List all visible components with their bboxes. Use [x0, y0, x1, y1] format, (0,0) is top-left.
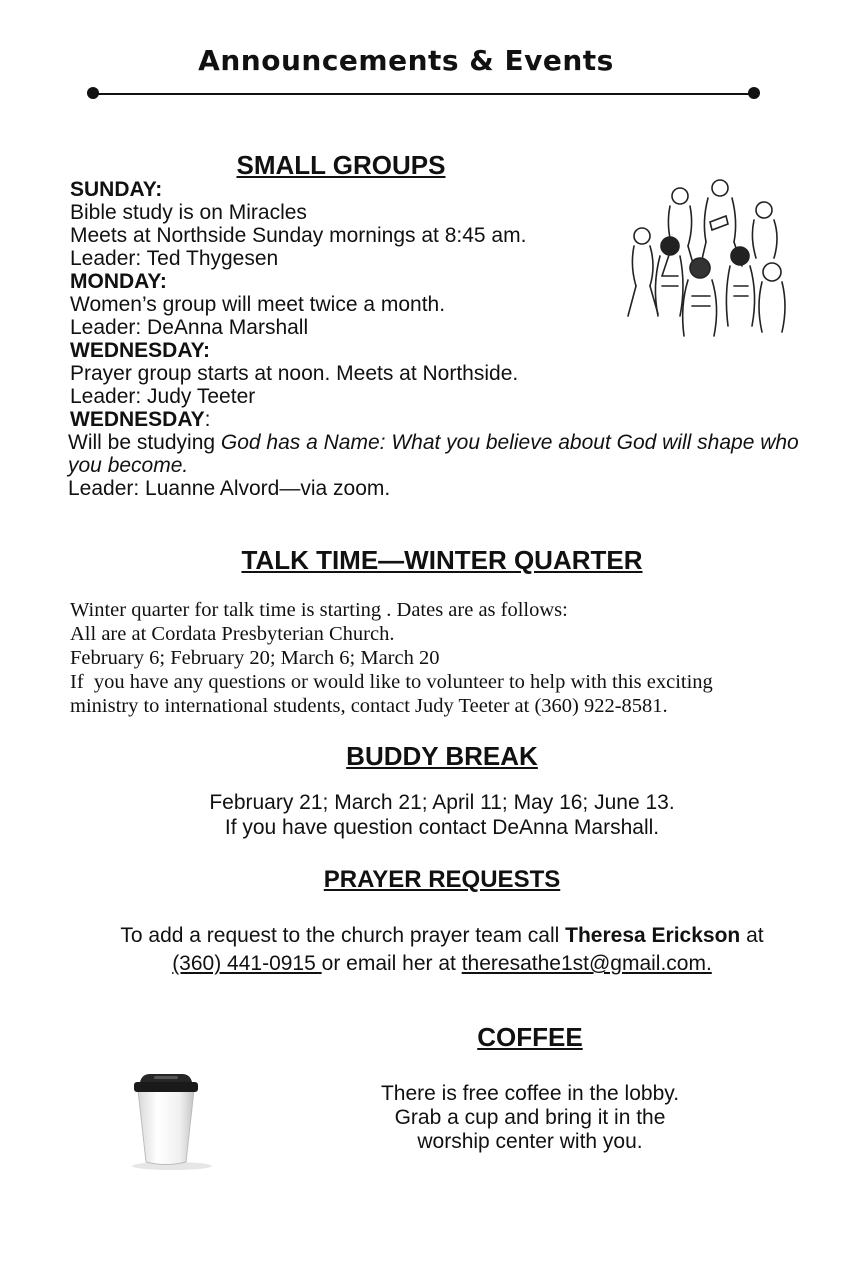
wednesday2-leader: Leader: Luanne Alvord—via zoom. [68, 477, 391, 500]
talk-time-heading-wrap [0, 545, 841, 576]
wednesday2-label-row [70, 408, 830, 431]
sunday-line1: Bible study is on Miracles [70, 201, 307, 224]
prayer-requests-heading-wrap [0, 866, 841, 894]
coffee-cup-illustration [126, 1068, 216, 1172]
prayer-requests-line-2 [0, 950, 841, 978]
wednesday1-label: WEDNESDAY: [70, 339, 211, 362]
buddy-break-contact: If you have question contact DeAnna Marshall. [224, 816, 660, 839]
coffee-heading-wrap [430, 1022, 630, 1053]
prayer-email-link[interactable]: theresathe1st@gmail.com. [461, 952, 712, 975]
buddy-break-body [0, 790, 841, 840]
prayer-contact-name: Theresa Erickson [565, 924, 741, 947]
talk-time-heading: TALK TIME—WINTER QUARTER [241, 545, 643, 575]
coffee-heading: COFFEE [477, 1022, 583, 1052]
talk-time-line-5: ministry to international students, contact Judy Teeter at (360) 922-8581. [70, 695, 668, 717]
prayer-phone-link[interactable]: (360) 441-0915 [172, 952, 322, 975]
talk-time-body [70, 598, 810, 718]
coffee-line-3: worship center with you. [417, 1130, 643, 1153]
coffee-line-2: Grab a cup and bring it in the [394, 1106, 666, 1129]
sunday-label: SUNDAY: [70, 178, 163, 201]
buddy-break-dates: February 21; March 21; April 11; May 16; June 13. [209, 791, 675, 814]
small-groups-heading: SMALL GROUPS [236, 150, 446, 180]
buddy-break-heading-wrap [0, 741, 841, 772]
wednesday1-leader: Leader: Judy Teeter [70, 385, 256, 408]
coffee-body [330, 1082, 730, 1154]
prayer-text-before: To add a request to the church prayer team call [120, 924, 566, 947]
wednesday2-study-line [68, 431, 830, 477]
talk-time-line-1: Winter quarter for talk time is starting . Dates are as follows: [70, 599, 568, 621]
prayer-requests-heading: PRAYER REQUESTS [323, 866, 561, 893]
monday-label: MONDAY: [70, 270, 167, 293]
prayer-text-at: at [740, 924, 764, 947]
talk-time-line-3: February 6; February 20; March 6; March 20 [70, 647, 440, 669]
coffee-line-1: There is free coffee in the lobby. [380, 1082, 680, 1105]
header-divider [92, 93, 754, 95]
wednesday2-label: WEDNESDAY [70, 408, 205, 431]
page-title: Announcements & Events [198, 44, 614, 77]
prayer-requests-body [0, 922, 841, 978]
monday-leader: Leader: DeAnna Marshall [70, 316, 309, 339]
talk-time-line-2: All are at Cordata Presbyterian Church. [70, 623, 395, 645]
small-group-circle-illustration [622, 176, 794, 342]
sunday-line2: Meets at Northside Sunday mornings at 8:45 am. [70, 224, 527, 247]
wednesday2-book-title: God has a Name: What you believe about God will shape who you become. [68, 431, 799, 477]
monday-line1: Women’s group will meet twice a month. [70, 293, 446, 316]
buddy-break-heading: BUDDY BREAK [346, 741, 538, 771]
small-groups-heading-wrap [0, 150, 682, 181]
sunday-leader: Leader: Ted Thygesen [70, 247, 279, 270]
prayer-requests-line-1 [0, 922, 841, 950]
wednesday2-colon: : [204, 408, 211, 431]
wednesday2-study-prefix: Will be studying [68, 431, 221, 454]
prayer-text-email: or email her at [321, 952, 462, 975]
talk-time-line-4: If you have any questions or would like to volunteer to help with this exciting [70, 671, 713, 693]
rule-right-dot [748, 87, 760, 99]
wednesday1-line1: Prayer group starts at noon. Meets at Northside. [70, 362, 519, 385]
